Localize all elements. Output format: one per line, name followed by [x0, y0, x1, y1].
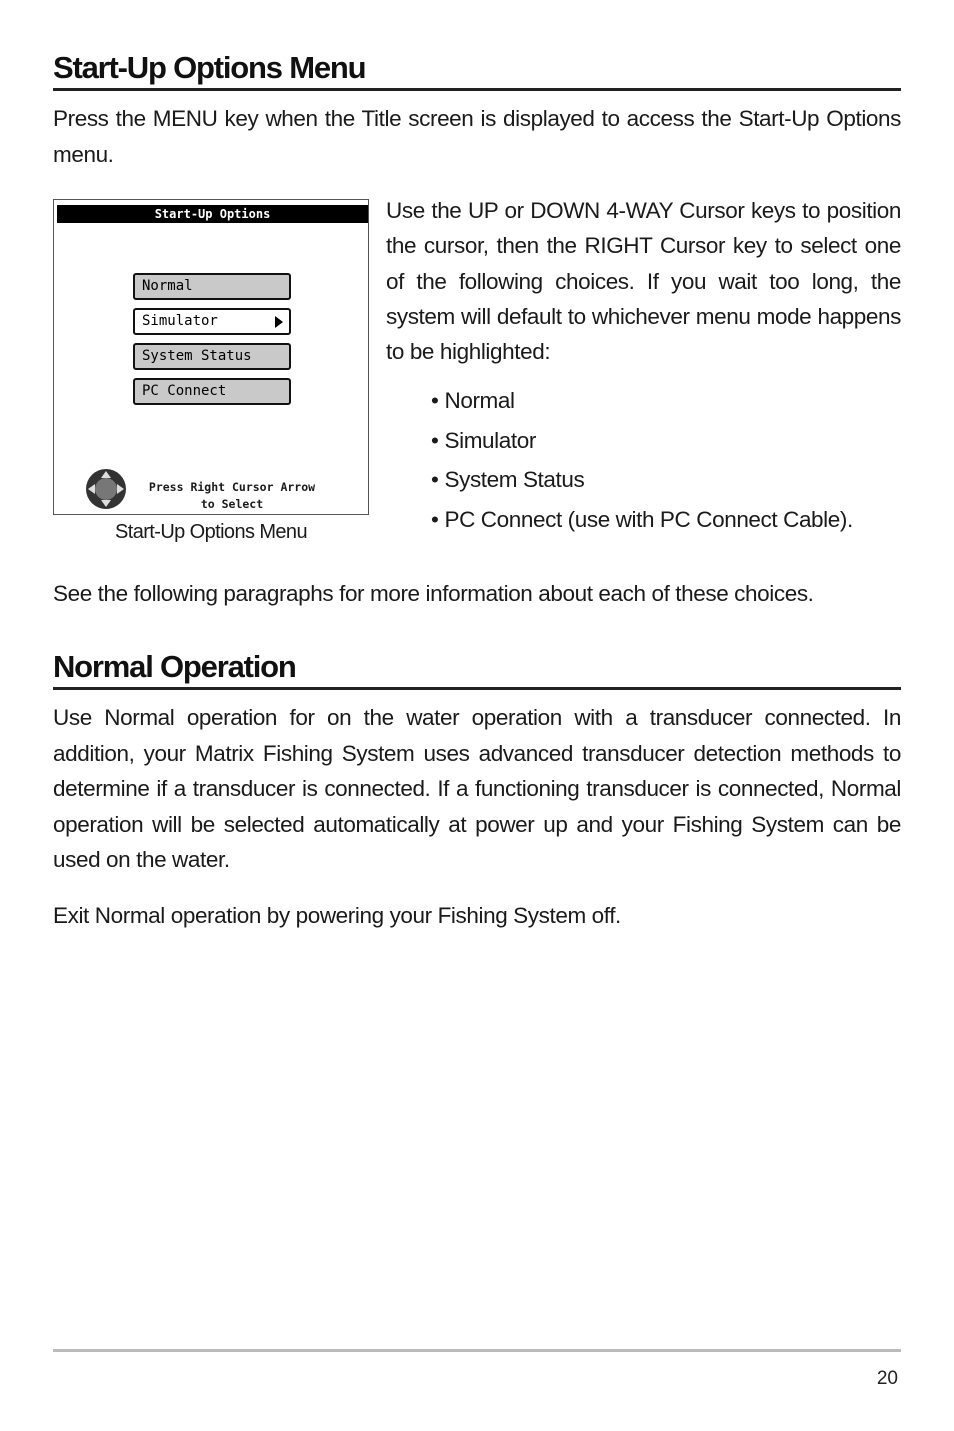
- menu-item-label: PC Connect: [142, 383, 227, 399]
- exit-paragraph: Exit Normal operation by powering your Fishing System off.: [53, 903, 621, 928]
- startup-options-screen-figure: [53, 199, 369, 515]
- hint-line-1: Press Right Cursor Arrow: [148, 480, 316, 494]
- list-item: • Normal: [431, 388, 515, 413]
- right-arrow-icon: [275, 316, 283, 328]
- instructions-paragraph: Use the UP or DOWN 4-WAY Cursor keys to position the cursor, then the RIGHT Cursor key to select one of the following choices. If you wait too long, the system will default to whichever menu mode happens to be highlighted:: [386, 198, 901, 365]
- menu-item-label: System Status: [142, 348, 252, 364]
- page-number: 20: [876, 1368, 898, 1389]
- menu-item-pc-connect[interactable]: [133, 378, 291, 405]
- menu-item-label: Simulator: [142, 313, 218, 329]
- menu-item-simulator[interactable]: [133, 308, 291, 335]
- intro-paragraph: Press the MENU key when the Title screen is displayed to access the Start-Up Options menu.: [53, 106, 901, 167]
- list-item: • System Status: [431, 467, 585, 492]
- menu-item-label: Normal: [142, 278, 193, 294]
- choices-list: [431, 383, 853, 541]
- screen-hint-text: [142, 479, 322, 513]
- followup-paragraph: See the following paragraphs for more information about each of these choices.: [53, 581, 814, 606]
- menu-item-normal[interactable]: [133, 273, 291, 300]
- list-item: • Simulator: [431, 427, 536, 453]
- list-item: • PC Connect (use with PC Connect Cable).: [431, 506, 853, 532]
- menu-item-system-status[interactable]: [133, 343, 291, 370]
- footer-divider: [53, 1349, 901, 1352]
- screen-title-bar: Start-Up Options: [57, 205, 368, 223]
- section-heading-normal-operation: Normal Operation: [53, 649, 901, 690]
- normal-operation-paragraph: Use Normal operation for on the water operation with a transducer connected. In addition, your Matrix Fishing System uses advanced transducer detection methods to determine if a transducer is connected. If a functioning transducer is connected, Normal operation will be selected automatically at power up and your Fishing System can be used on the water.: [53, 705, 901, 872]
- 4-way-cursor-pad-icon: [85, 468, 127, 510]
- hint-line-2: to Select: [200, 497, 264, 511]
- section-heading-startup-options: Start-Up Options Menu: [53, 50, 901, 91]
- figure-caption: Start-Up Options Menu: [115, 521, 307, 543]
